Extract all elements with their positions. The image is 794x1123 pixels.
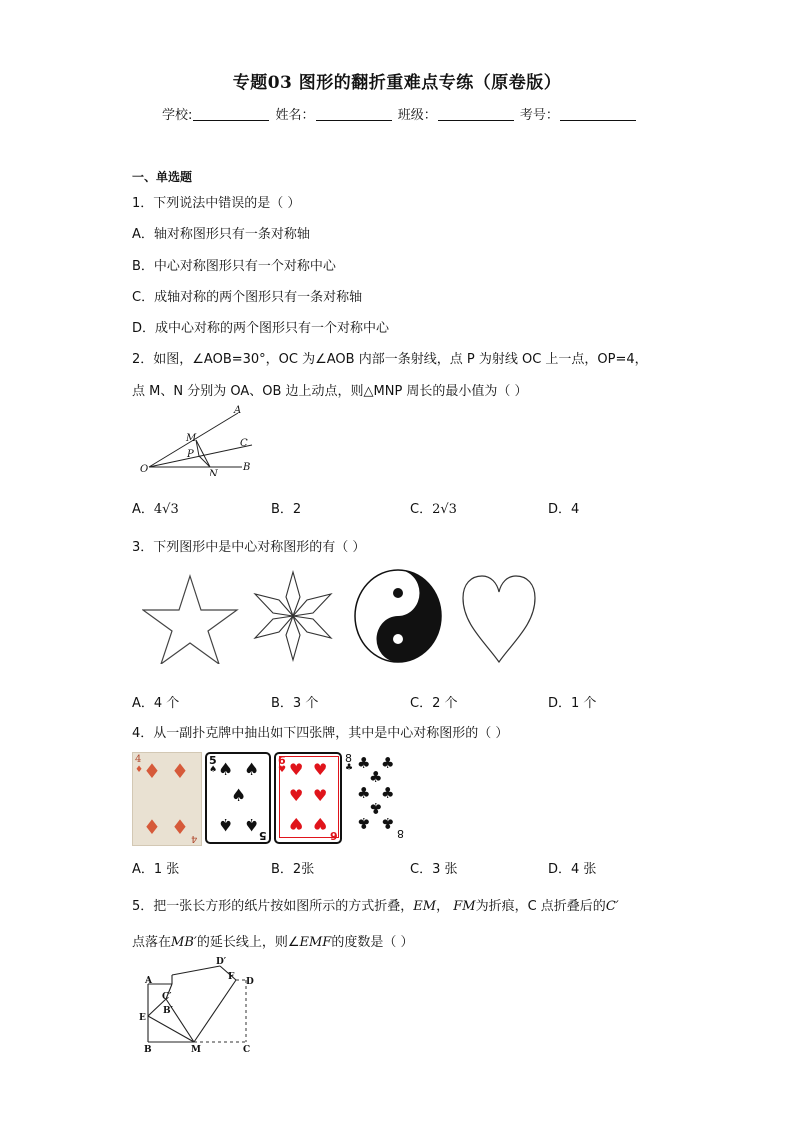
- label-c: C: [240, 438, 248, 449]
- heart-suit-icon: ♥: [289, 760, 304, 779]
- student-info-line: [162, 104, 638, 123]
- card-rank: 6: [278, 754, 286, 767]
- label-f: F: [228, 972, 235, 982]
- spade-icon: ♠: [244, 760, 260, 780]
- label-a: A: [145, 976, 152, 986]
- q2-stem-line2: 点 M、N 分别为 OA、OB 边上动点，则△MNP 周长的最小值为（ ）: [132, 384, 528, 399]
- label-o: O: [140, 464, 149, 475]
- label-a: A: [234, 405, 242, 416]
- club-icon: ♣: [369, 768, 383, 786]
- label-m: M: [186, 433, 197, 444]
- heart-suit-icon: ♥: [289, 814, 304, 833]
- q2-option-a-value: 4√3: [153, 502, 179, 517]
- name-blank[interactable]: [316, 108, 392, 121]
- card-rank: 8: [345, 752, 352, 765]
- card-rank: 8: [397, 827, 404, 840]
- exam-number-label: 考号：: [519, 108, 559, 123]
- crease-fm: [194, 980, 236, 1042]
- q5-emf: EMF: [299, 935, 332, 950]
- q4-option-a: A．1 张: [132, 862, 180, 877]
- school-label: 学校:: [162, 108, 193, 123]
- q3-stem: 3．下列图形中是中心对称图形的有（ ）: [132, 540, 366, 555]
- q2-angle-figure: [138, 402, 260, 476]
- star-icon: [142, 572, 242, 664]
- card-eight-of-clubs: [344, 752, 408, 840]
- heart-suit-icon: ♥: [313, 760, 328, 779]
- diamond-icon: ♦: [171, 815, 189, 839]
- label-d: D: [246, 977, 254, 987]
- spade-icon: ♠: [218, 814, 234, 834]
- label-b-prime: B′: [163, 1006, 173, 1016]
- q4-option-d: D．4 张: [548, 862, 597, 877]
- q5-cprime: C′: [605, 899, 619, 914]
- label-p: P: [187, 449, 194, 460]
- diamond-icon: ♦: [143, 815, 161, 839]
- q1-option-d: D．成中心对称的两个图形只有一个对称中心: [132, 321, 390, 336]
- card-four-of-diamonds: [132, 752, 202, 846]
- exam-number-blank[interactable]: [560, 108, 636, 121]
- q5-stem-line1: 5．把一张长方形的纸片按如图所示的方式折叠，EM， FM为折痕，C 点折叠后的C′: [132, 899, 619, 914]
- class-blank[interactable]: [438, 108, 514, 121]
- diamond-icon: ♦: [143, 759, 161, 783]
- q4-stem: 4．从一副扑克牌中抽出如下四张牌，其中是中心对称图形的（ ）: [132, 726, 509, 741]
- q2-option-d: D．4: [548, 502, 580, 517]
- heart-suit-icon: ♥: [313, 786, 328, 805]
- q4-option-b: B．2张: [271, 862, 315, 877]
- q3-option-d: D．1 个: [548, 696, 597, 711]
- class-label: 班级：: [397, 108, 437, 123]
- q2-option-a: A．4√3: [132, 502, 179, 517]
- q3-option-c: C．2 个: [410, 696, 458, 711]
- card-rank: 5: [259, 829, 267, 842]
- card-five-of-spades: [205, 752, 271, 844]
- q5-stem-line2: 点落在MB′的延长线上，则∠EMF的度数是（ ）: [132, 935, 414, 950]
- yin-yang-icon: [353, 568, 443, 664]
- spade-icon: ♠: [218, 760, 234, 780]
- name-label: 姓名：: [275, 108, 315, 123]
- page-title: 专题03 图形的翻折重难点专练（原卷版）: [232, 73, 562, 93]
- label-m: M: [191, 1045, 201, 1055]
- q1-option-b: B．中心对称图形只有一个对称中心: [132, 259, 336, 274]
- spade-icon: ♠: [231, 786, 247, 806]
- edge-cd: [172, 966, 220, 975]
- club-icon: ♣: [381, 814, 395, 832]
- q2-stem-line1: 2．如图，∠AOB=30°，OC 为∠AOB 内部一条射线，点 P 为射线 OC 上一点，OP=4，: [132, 352, 648, 367]
- crease-em: [148, 1016, 194, 1042]
- diamond-icon: ♦: [135, 765, 144, 775]
- q1-option-c: C．成轴对称的两个图形只有一条对称轴: [132, 290, 363, 305]
- q2-option-c: C．2√3: [410, 502, 457, 517]
- heart-suit-icon: ♥: [278, 765, 287, 775]
- q1-stem: 1．下列说法中错误的是（ ）: [132, 196, 301, 211]
- label-n: N: [209, 469, 218, 476]
- q1-option-a: A．轴对称图形只有一条对称轴: [132, 227, 310, 242]
- card-rank: 4: [135, 754, 142, 765]
- heart-icon: [461, 574, 537, 664]
- label-b: B: [243, 462, 251, 473]
- label-b: B: [144, 1045, 152, 1055]
- q4-option-c: C．3 张: [410, 862, 458, 877]
- spade-icon: ♠: [209, 765, 218, 775]
- heart-suit-icon: ♥: [289, 786, 304, 805]
- q5-em: EM: [413, 899, 437, 914]
- club-icon: ♣: [381, 784, 395, 802]
- club-icon: ♣: [357, 784, 371, 802]
- card-six-of-hearts: [274, 752, 342, 844]
- spade-icon: ♠: [244, 814, 260, 834]
- heart-suit-icon: ♥: [313, 814, 328, 833]
- hexagram-icon: [252, 570, 334, 662]
- club-icon: ♣: [369, 799, 383, 817]
- q5-fm: FM: [453, 899, 476, 914]
- club-icon: ♣: [345, 763, 354, 773]
- club-icon: ♣: [357, 754, 371, 772]
- card-rank: 5: [209, 754, 217, 767]
- q3-option-b: B．3 个: [271, 696, 319, 711]
- q5-mb: MB′: [171, 935, 197, 950]
- club-icon: ♣: [381, 754, 395, 772]
- section-heading: 一、单选题: [132, 170, 193, 184]
- school-blank[interactable]: [193, 108, 269, 121]
- label-c-prime: C′: [162, 992, 172, 1002]
- label-e: E: [139, 1013, 146, 1023]
- club-icon: ♣: [357, 814, 371, 832]
- diamond-icon: ♦: [171, 759, 189, 783]
- card-rank: 6: [330, 829, 338, 842]
- label-d-prime: D′: [216, 957, 227, 967]
- q2-option-c-value: 2√3: [432, 502, 457, 517]
- q2-option-b: B．2: [271, 502, 302, 517]
- q3-option-a: A．4 个: [132, 696, 180, 711]
- q5-fold-figure: [136, 954, 262, 1058]
- card-rank: 4: [190, 833, 197, 844]
- label-c: C: [243, 1045, 251, 1055]
- segment-pn: [199, 456, 210, 467]
